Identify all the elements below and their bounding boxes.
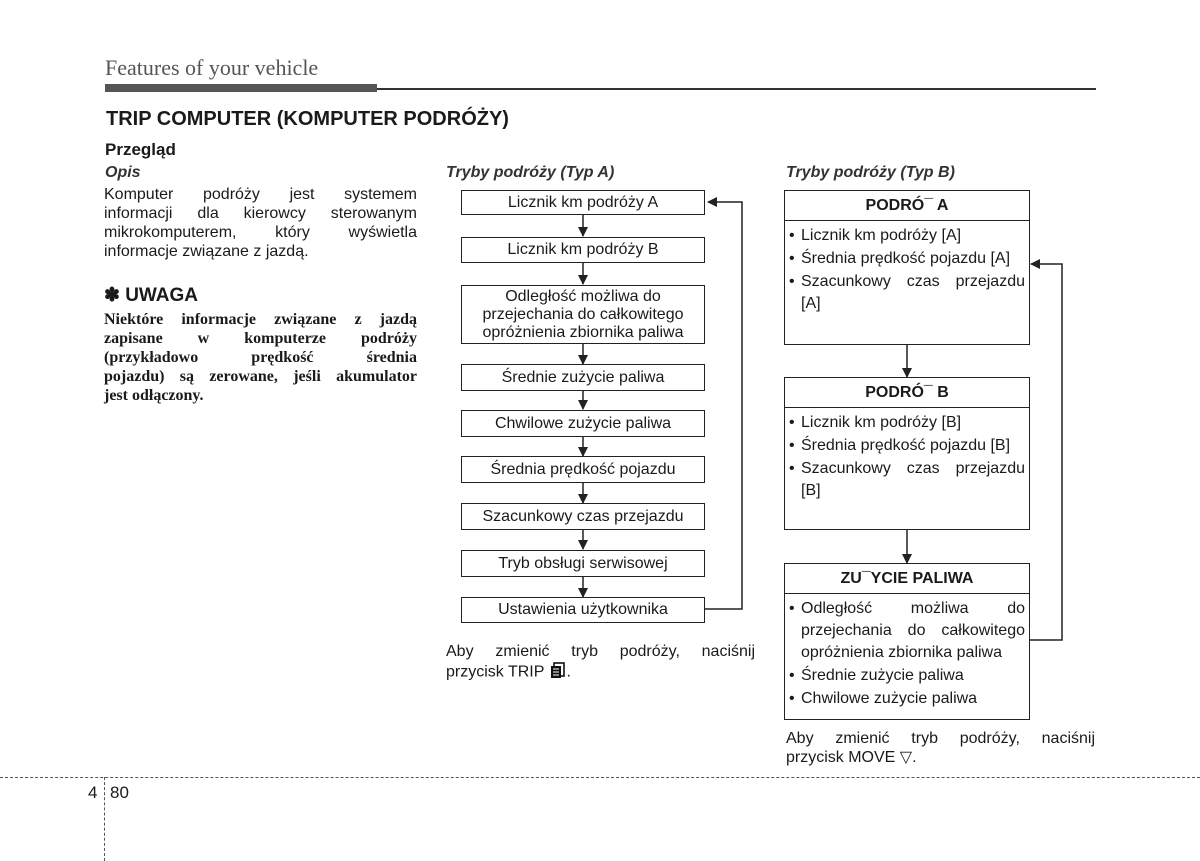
description-line: mikrokomputerem, który wyświetla: [104, 224, 417, 241]
type-a-item-range: [461, 285, 705, 344]
description-line: informacji dla kierowcy sterowanym: [104, 205, 417, 222]
type-b-box-trip-b: [784, 377, 1030, 530]
note-line: pojazdu) są zerowane, jeśli akumulator: [104, 368, 417, 385]
footer-divider: [0, 777, 1200, 778]
note-line: (przykładowo prędkość średnia: [104, 349, 417, 366]
list-item: • Odległość możliwa do przejechania do całkowitego opróżnienia zbiornika paliwa: [789, 600, 1025, 661]
type-a-footer: [446, 642, 755, 684]
type-a-item-instant-fuel: Chwilowe zużycie paliwa: [461, 410, 705, 437]
type-b-footer-text: przycisk MOVE: [786, 749, 896, 766]
type-b-box-title: PODRÓ¯ B: [785, 378, 1029, 408]
type-b-caption: Tryby podróży (Typ B): [786, 164, 955, 181]
type-a-item-range-line: przejechania do całkowitego: [482, 305, 684, 323]
header-title: Features of your vehicle: [105, 55, 319, 80]
type-a-item-range-line: opróżnienia zbiornika paliwa: [482, 323, 684, 341]
type-b-box-title: ZU¯YCIE PALIWA: [785, 564, 1029, 594]
move-down-triangle-icon: ▽: [899, 749, 913, 766]
note-line: Niektóre informacje związane z jazdą: [104, 311, 417, 328]
description-heading: Opis: [105, 164, 141, 181]
type-a-item-service: Tryb obsługi serwisowej: [461, 550, 705, 577]
type-a-footer-line2: [446, 661, 755, 684]
type-b-footer-period: .: [912, 749, 917, 766]
list-item: • Szacunkowy czas przejazdu [B]: [789, 460, 1025, 499]
list-item: • Szacunkowy czas przejazdu [A]: [789, 273, 1025, 312]
list-item: • Średnia prędkość pojazdu [A]: [789, 250, 1011, 267]
type-a-caption: Tryby podróży (Typ A): [446, 164, 615, 181]
type-a-item-travel-time: Szacunkowy czas przejazdu: [461, 503, 705, 530]
description-line: Komputer podróży jest systemem: [104, 186, 417, 203]
note-heading: ✽ UWAGA: [104, 285, 199, 306]
type-a-item-user-settings: Ustawienia użytkownika: [461, 597, 705, 623]
type-a-item-trip-b: Licznik km podróży B: [461, 237, 705, 263]
list-item: • Licznik km podróży [B]: [789, 414, 962, 431]
list-item: • Licznik km podróży [A]: [789, 227, 962, 244]
section-subtitle: Przegląd: [105, 140, 176, 159]
list-item: • Chwilowe zużycie paliwa: [789, 690, 978, 707]
type-a-footer-period: .: [566, 663, 571, 681]
type-a-item-trip-a: Licznik km podróży A: [461, 190, 705, 215]
note-line: jest odłączony.: [104, 387, 204, 404]
type-b-box-trip-a: [784, 190, 1030, 345]
chapter-number: 4: [88, 783, 98, 802]
type-b-footer-line2: [786, 748, 1095, 767]
type-b-box-fuel: [784, 563, 1030, 720]
type-b-footer-line: Aby zmienić tryb podróży, naciśnij: [786, 730, 1095, 747]
list-item: • Średnie zużycie paliwa: [789, 667, 964, 684]
footer-vertical-divider: [104, 777, 105, 861]
page-number: 80: [110, 783, 129, 802]
type-a-item-range-line: Odległość możliwa do: [505, 287, 661, 305]
trip-button-icon: [549, 661, 567, 684]
type-a-footer-text: przycisk TRIP: [446, 663, 545, 681]
type-a-item-avg-speed: Średnia prędkość pojazdu: [461, 456, 705, 483]
type-b-footer: [786, 729, 1095, 767]
section-title: TRIP COMPUTER (KOMPUTER PODRÓŻY): [106, 108, 509, 130]
type-b-box-title: PODRÓ¯ A: [785, 191, 1029, 221]
type-a-item-avg-fuel: Średnie zużycie paliwa: [461, 364, 705, 391]
description-line: informacje związane z jazdą.: [104, 243, 309, 260]
type-a-footer-line: Aby zmienić tryb podróży, naciśnij: [446, 643, 755, 660]
note-line: zapisane w komputerze podróży: [104, 330, 417, 347]
list-item: • Średnia prędkość pojazdu [B]: [789, 437, 1011, 454]
